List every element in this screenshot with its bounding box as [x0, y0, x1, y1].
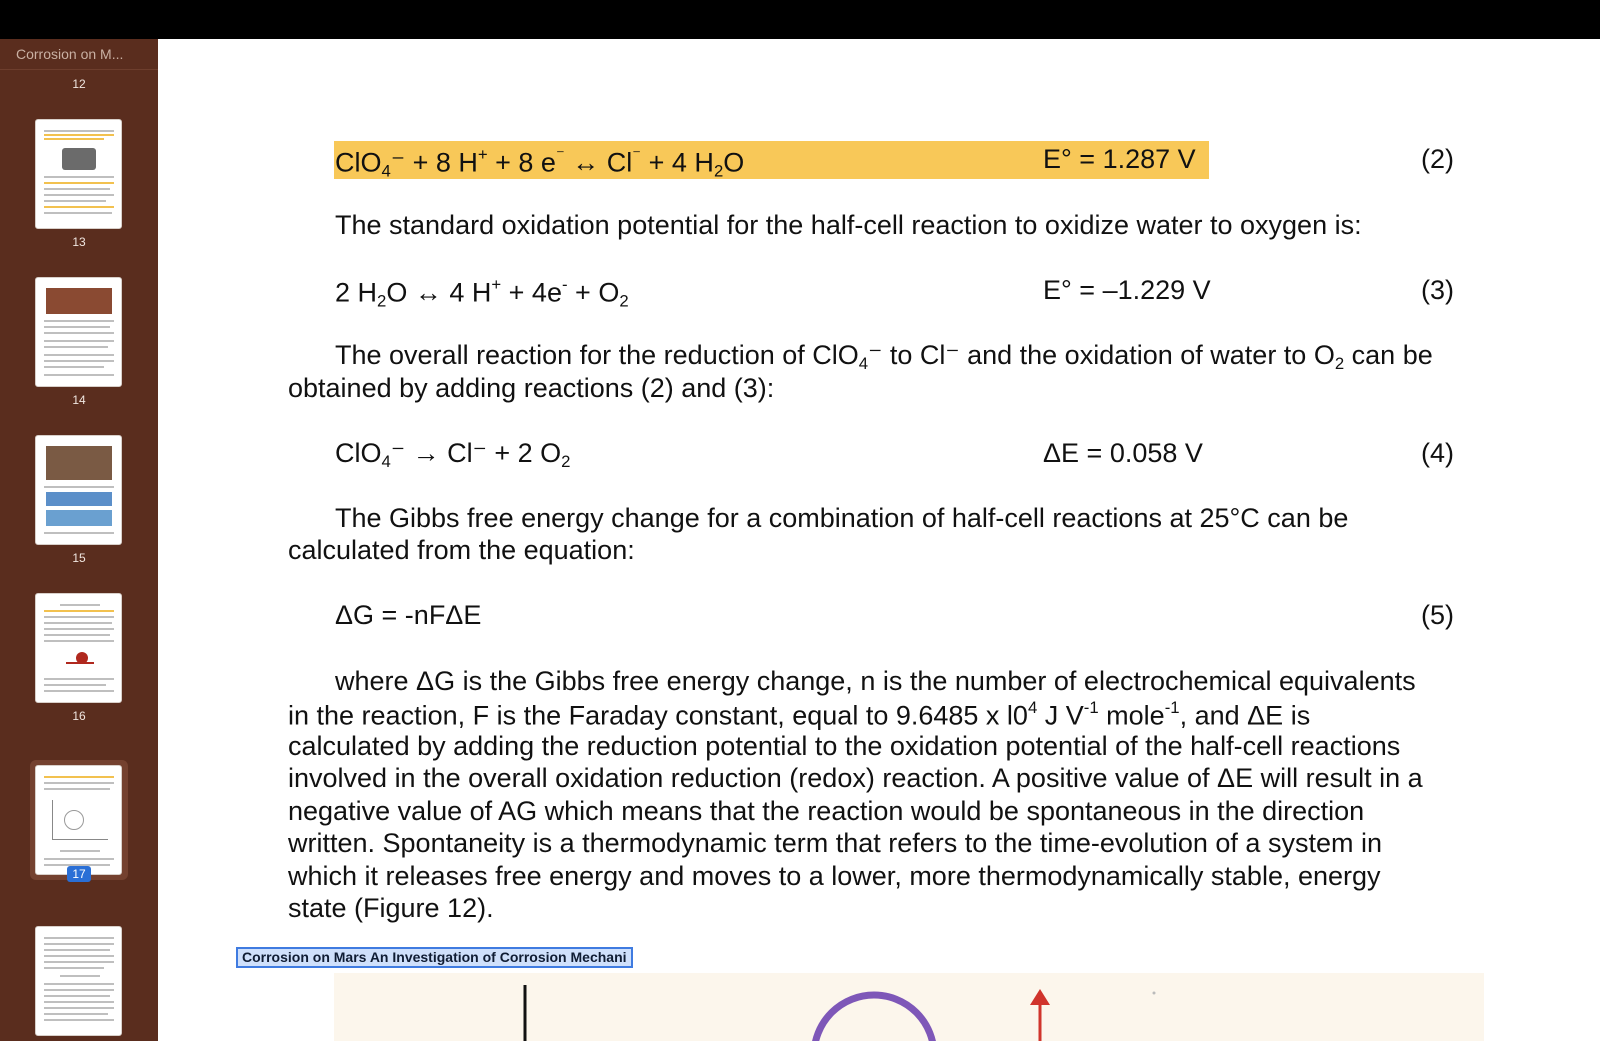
equation-2-expression: ClO$_4$⁻ + 8 H+ + 8 e⁻ ↔ Cl⁻ + 4 $H_2O$ [335, 145, 745, 181]
equation-3-expression: 2 $H_2O$ ↔ 4 $H^+ + 4e^- + O_2$ [335, 275, 629, 311]
page-thumbnail-18[interactable] [35, 926, 122, 1036]
equation-4-potential: ΔE = 0.058 V [1043, 438, 1203, 468]
equation-5-expression: ΔG = -nFΔE [335, 600, 482, 630]
thumbnail-sidebar[interactable] [0, 39, 158, 1041]
paragraph-where-line4: involved in the overall oxidation reduction (redox) reaction. A positive value of ΔE will result in a [288, 763, 1423, 793]
paragraph-where-line5: negative value of AG which means that the reaction would be spontaneous in the direction [288, 796, 1365, 826]
paragraph-where-line6: written. Spontaneity is a thermodynamic term that refers to the time-evolution of a system in [288, 828, 1382, 858]
paragraph-where-line3: calculated by adding the reduction potential to the oxidation potential of the half-cell reactions [288, 731, 1401, 761]
page-label-17: 17 [0, 867, 158, 881]
equation-3-potential: E° = –1.229 V [1043, 275, 1211, 305]
equation-2-potential: E° = 1.287 V [1043, 144, 1196, 174]
paragraph-overall-reaction-line2: obtained by adding reactions (2) and (3): [288, 373, 775, 403]
page-thumbnail-15[interactable] [35, 435, 122, 545]
sidebar-document-title: Corrosion on M... [16, 46, 124, 62]
paragraph-where-line2: in the reaction, F is the Faraday constant, equal to 9.6485 x $l0^4$ J $V^{-1}$ mole$^{-1}$, and ΔE is [288, 698, 1311, 731]
page-label-16: 16 [72, 709, 86, 723]
page-label-12: 12 [72, 77, 86, 91]
equation-2-number: (2) [1421, 144, 1454, 174]
sidebar-divider [0, 69, 158, 70]
page-label-14: 14 [72, 393, 86, 407]
paragraph-gibbs-line1: The Gibbs free energy change for a combination of half-cell reactions at 25°C can be [335, 503, 1349, 533]
document-title-tooltip: Corrosion on Mars An Investigation of Corrosion Mechani [236, 947, 633, 968]
figure-12-partial [334, 973, 1484, 1041]
equation-3-number: (3) [1421, 275, 1454, 305]
paragraph-where-line7: which it releases free energy and moves to a lower, more thermodynamically stable, energy [288, 861, 1381, 891]
window-title-bar [0, 0, 1600, 39]
page-thumbnail-16[interactable] [35, 593, 122, 703]
page-label-15: 15 [72, 551, 86, 565]
paragraph-gibbs-line2: calculated from the equation: [288, 535, 635, 565]
equation-4-expression: ClO$_4$⁻ → Cl⁻ + 2 $O_2$ [335, 438, 571, 472]
page-thumbnail-17[interactable] [35, 765, 122, 875]
page-label-13: 13 [72, 235, 86, 249]
page-thumbnail-13[interactable] [35, 119, 122, 229]
paragraph-where-line1: where ΔG is the Gibbs free energy change, n is the number of electrochemical equivalents [335, 666, 1416, 696]
paragraph-oxidation-potential: The standard oxidation potential for the half-cell reaction to oxidize water to oxygen is: [335, 210, 1362, 240]
paragraph-overall-reaction-line1: The overall reaction for the reduction of ClO$_4$⁻ to Cl⁻ and the oxidation of water to $O_2$ can be [335, 340, 1433, 374]
equation-4-number: (4) [1421, 438, 1454, 468]
paragraph-where-line8: state (Figure 12). [288, 893, 494, 923]
page-thumbnail-14[interactable] [35, 277, 122, 387]
equation-5-number: (5) [1421, 600, 1454, 630]
figure-12-graphic [334, 973, 1484, 1041]
